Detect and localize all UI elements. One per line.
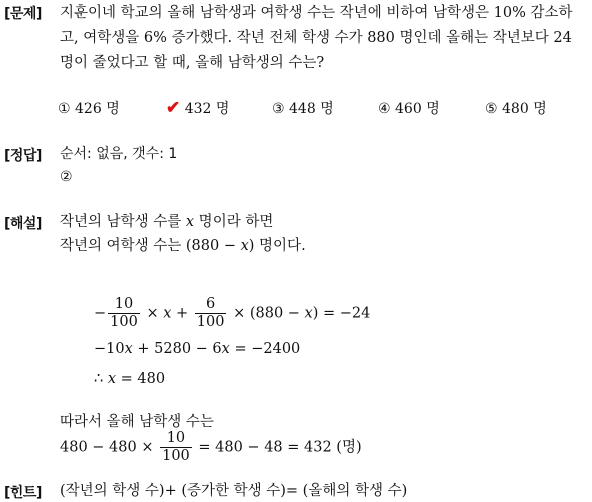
eq1-plus: + [171,305,193,322]
choice-1-text: 426 명 [75,101,120,117]
problem-line-2: 고, 여학생을 6% 증가했다. 작년 전체 학생 수가 880 명인데 올해는 작년보다 24 [60,30,572,46]
solution-intro-1 [60,212,273,232]
eq1-rhs: ) = −24 [312,305,371,322]
intro1-text-a: 작년의 남학생 수를 [60,214,186,230]
eq2-c: = −2400 [229,341,301,357]
answer-label: [정답] [4,148,42,164]
choice-3[interactable] [272,98,334,118]
conclusion-text: 따라서 올해 남학생 수는 [60,414,214,430]
equation-3 [94,371,165,387]
therefore-symbol: ∴ [94,371,108,387]
var-x: x [221,341,230,357]
problem-line-1: 지훈이네 학교의 올해 남학생과 여학생 수는 작년에 비하여 남학생은 10% 감소하 [60,5,573,21]
choice-1-mark: ① [58,101,71,117]
problem-label: [문제] [4,6,42,22]
frac2-num: 6 [195,296,227,314]
intro2-text-b: ) 명이다. [248,238,306,254]
final-equation [60,430,362,465]
eq2-a: −10 [94,341,125,357]
fraction-6-100 [195,296,227,331]
final-den: 100 [162,448,190,464]
var-x: x [304,305,313,322]
var-x: x [240,238,249,254]
var-x: x [107,371,117,387]
answer-meta: 순서: 없음, 갯수: 1 [60,146,178,162]
choice-4-mark: ④ [378,101,391,117]
frac2-den: 100 [196,314,225,330]
solution-label: [해설] [4,216,42,232]
choice-3-mark: ③ [272,101,285,117]
eq3-b: = 480 [116,371,166,387]
equation-1 [94,296,370,331]
final-num: 10 [160,430,192,448]
intro1-text-b: 명이라 하면 [194,214,274,230]
check-mark-icon: ✔ [166,98,181,118]
hint-text: (작년의 학생 수)+ (증가한 학생 수)= (올해의 학생 수) [60,483,408,499]
choice-5[interactable] [485,98,547,118]
eq1-neg: − [94,305,107,322]
choice-2[interactable] [166,98,229,118]
frac1-num: 10 [108,296,140,314]
final-a: 480 − 480 × [60,439,159,456]
answer-value: ② [60,169,73,185]
var-x: x [124,341,133,357]
final-b: = 480 − 48 = 432 (명) [193,439,362,456]
choice-2-text: 432 명 [184,101,230,117]
solution-intro-2 [60,236,306,256]
equation-2 [94,341,300,357]
var-x: x [163,305,172,322]
fraction-final [160,430,192,465]
choice-3-text: 448 명 [289,101,334,117]
var-x: x [185,214,195,230]
hint-label: [힌트] [4,485,42,501]
fraction-10-100 [108,296,140,331]
intro2-text-a: 작년의 여학생 수는 (880 − [60,238,241,254]
eq1-times1: × [141,305,164,322]
choice-4-text: 460 명 [395,101,440,117]
frac1-den: 100 [110,314,138,330]
choice-5-mark: ⑤ [485,101,498,117]
choice-5-text: 480 명 [502,101,547,117]
problem-line-3: 명이 줄었다고 할 때, 올해 남학생의 수는? [60,55,325,71]
eq2-b: + 5280 − 6 [132,341,222,357]
choice-4[interactable] [378,98,440,118]
choice-1[interactable] [58,98,120,118]
eq1-times2: × (880 − [228,305,305,322]
